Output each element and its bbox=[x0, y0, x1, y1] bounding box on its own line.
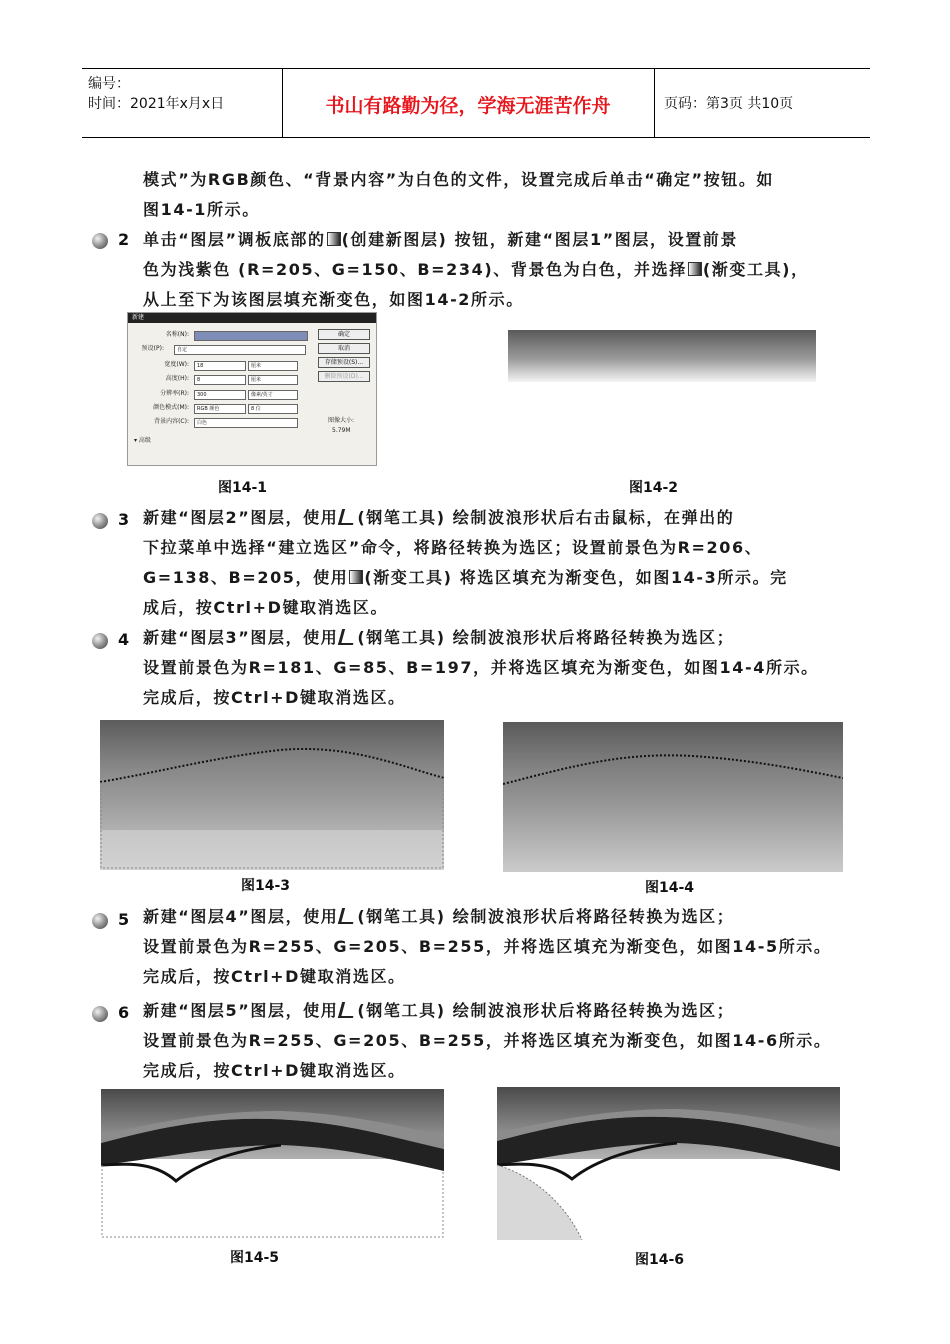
resolution-row bbox=[134, 390, 192, 398]
header-divider bbox=[654, 69, 655, 137]
step-number: 2 bbox=[118, 230, 130, 249]
bits-select[interactable]: 8 位 bbox=[248, 404, 298, 414]
gradient-tool-icon bbox=[349, 570, 363, 584]
mode-select[interactable]: RGB 颜色 bbox=[194, 404, 246, 414]
step-2-marker bbox=[92, 230, 142, 252]
name-field[interactable] bbox=[194, 331, 308, 341]
pen-tool-icon bbox=[338, 908, 357, 924]
height-input[interactable]: 8 bbox=[194, 375, 246, 385]
height-label: 高度(H): bbox=[165, 375, 189, 382]
bullet-icon bbox=[92, 633, 108, 649]
height-row bbox=[134, 375, 192, 383]
preset-label: 预设(P): bbox=[141, 345, 164, 352]
text-line: 完成后，按Ctrl+D键取消选区。 bbox=[143, 967, 406, 986]
text-span: (钢笔工具) 绘制波浪形状后将路径转换为选区； bbox=[357, 628, 735, 647]
text-line bbox=[143, 503, 858, 533]
caption-14-5: 图14-5 bbox=[230, 1250, 280, 1266]
text-line: 设置前景色为R=255、G=205、B=255，并将选区填充为渐变色，如图14-5所示。 bbox=[143, 937, 832, 956]
gradient-tool-icon bbox=[688, 262, 702, 276]
text-line: 设置前景色为R=181、G=85、B=197，并将选区填充为渐变色，如图14-4所示。 bbox=[143, 658, 819, 677]
paragraph-1 bbox=[143, 165, 858, 225]
text-span: 色为浅紫色 (R=205、G=150、B=234)、背景色为白色，并选择 bbox=[143, 260, 687, 279]
name-label: 名称(N): bbox=[165, 331, 189, 338]
step-4-text bbox=[143, 623, 858, 713]
step-6-text bbox=[143, 996, 858, 1086]
step-5-marker bbox=[92, 910, 142, 932]
width-input[interactable]: 18 bbox=[194, 361, 246, 371]
bullet-icon bbox=[92, 233, 108, 249]
step-3-marker bbox=[92, 510, 142, 532]
text-span: (创建新图层) 按钮，新建“图层1”图层，设置前景 bbox=[341, 230, 739, 249]
resolution-input[interactable]: 300 bbox=[194, 390, 246, 400]
pen-tool-icon bbox=[338, 629, 357, 645]
caption-14-6: 图14-6 bbox=[635, 1252, 685, 1268]
text-line: 从上至下为该图层填充渐变色，如图14-2所示。 bbox=[143, 290, 524, 309]
text-line: 图14-1所示。 bbox=[143, 200, 260, 219]
step-6-marker bbox=[92, 1003, 142, 1025]
text-span: 单击“图层”调板底部的 bbox=[143, 230, 326, 249]
text-line: 模式”为RGB颜色、“背景内容”为白色的文件，设置完成后单击“确定”按钮。如 bbox=[143, 170, 775, 189]
text-span: (渐变工具) 将选区填充为渐变色，如图14-3所示。完 bbox=[364, 568, 788, 587]
advanced-toggle[interactable]: 高级 bbox=[138, 437, 151, 444]
text-line bbox=[143, 563, 858, 593]
text-line bbox=[143, 623, 858, 653]
wave-figure-14-6 bbox=[497, 1087, 840, 1240]
resolution-unit-select[interactable]: 像素/英寸 bbox=[248, 390, 298, 400]
background-label: 背景内容(C): bbox=[154, 418, 189, 425]
preset-row bbox=[134, 345, 167, 353]
text-line: 完成后，按Ctrl+D键取消选区。 bbox=[143, 1061, 406, 1080]
cancel-button[interactable]: 取消 bbox=[318, 343, 370, 354]
bullet-icon bbox=[92, 913, 108, 929]
wave-figure-14-5 bbox=[101, 1089, 444, 1239]
preset-select[interactable]: 自定 bbox=[174, 345, 306, 355]
step-3-text bbox=[143, 503, 858, 623]
step-number: 4 bbox=[118, 630, 130, 649]
text-line: 成后，按Ctrl+D键取消选区。 bbox=[143, 598, 389, 617]
caption-14-3: 图14-3 bbox=[241, 878, 291, 894]
text-line bbox=[143, 255, 858, 285]
text-span: (钢笔工具) 绘制波浪形状后右击鼠标，在弹出的 bbox=[357, 508, 735, 527]
dialog-title: 新建 bbox=[128, 313, 376, 323]
text-line bbox=[143, 902, 858, 932]
text-line bbox=[143, 996, 858, 1026]
image-size-label: 图像大小: bbox=[328, 417, 355, 424]
wave-figure-14-4 bbox=[503, 722, 843, 872]
step-2-text bbox=[143, 225, 858, 315]
step-number: 6 bbox=[118, 1003, 130, 1022]
caption-14-4: 图14-4 bbox=[645, 880, 695, 896]
mode-row bbox=[134, 404, 192, 412]
mode-label: 颜色模式(M): bbox=[153, 404, 189, 411]
height-unit-select[interactable]: 厘米 bbox=[248, 375, 298, 385]
bullet-icon bbox=[92, 513, 108, 529]
text-span: 新建“图层3”图层，使用 bbox=[143, 628, 339, 647]
text-span: 新建“图层2”图层，使用 bbox=[143, 508, 339, 527]
width-unit-select[interactable]: 厘米 bbox=[248, 361, 298, 371]
text-span: G=138、B=205，使用 bbox=[143, 568, 349, 587]
text-span: 新建“图层4”图层，使用 bbox=[143, 907, 339, 926]
text-line bbox=[143, 225, 858, 255]
resolution-label: 分辨率(R): bbox=[160, 390, 189, 397]
page-header bbox=[82, 68, 870, 138]
gradient-figure bbox=[508, 330, 816, 382]
pen-tool-icon bbox=[338, 509, 357, 525]
text-span: (钢笔工具) 绘制波浪形状后将路径转换为选区； bbox=[357, 907, 735, 926]
save-preset-button[interactable]: 存储预设(S)... bbox=[318, 357, 370, 368]
date-label: 时间：2021年x月x日 bbox=[88, 96, 225, 112]
text-span: (渐变工具)， bbox=[702, 260, 809, 279]
image-size-value: 5.79M bbox=[332, 427, 351, 434]
caption-14-1: 图14-1 bbox=[218, 480, 268, 496]
step-number: 5 bbox=[118, 910, 130, 929]
bullet-icon bbox=[92, 1006, 108, 1022]
wave-figure-14-3 bbox=[100, 720, 444, 870]
ok-button[interactable]: 确定 bbox=[318, 329, 370, 340]
name-row bbox=[134, 331, 192, 339]
step-4-marker bbox=[92, 630, 142, 652]
advanced-row[interactable]: ▾ 高级 bbox=[134, 437, 151, 444]
text-line: 完成后，按Ctrl+D键取消选区。 bbox=[143, 688, 406, 707]
pen-tool-icon bbox=[338, 1002, 357, 1018]
caption-14-2: 图14-2 bbox=[629, 480, 679, 496]
text-span: 新建“图层5”图层，使用 bbox=[143, 1001, 339, 1020]
motto: 书山有路勤为径，学海无涯苦作舟 bbox=[325, 95, 611, 117]
width-label: 宽度(W): bbox=[164, 361, 189, 368]
page-number: 页码：第3页 共10页 bbox=[664, 96, 794, 112]
new-document-dialog bbox=[127, 312, 377, 466]
text-line: 下拉菜单中选择“建立选区”命令，将路径转换为选区；设置前景色为R=206、 bbox=[143, 538, 763, 557]
serial-label: 编号： bbox=[88, 76, 130, 92]
step-5-text bbox=[143, 902, 858, 992]
text-span: (钢笔工具) 绘制波浪形状后将路径转换为选区； bbox=[357, 1001, 735, 1020]
step-number: 3 bbox=[118, 510, 130, 529]
width-row bbox=[134, 361, 192, 369]
new-layer-icon bbox=[327, 232, 341, 246]
delete-preset-button[interactable]: 删除预设(D)... bbox=[318, 371, 370, 382]
background-select[interactable]: 白色 bbox=[194, 418, 298, 428]
text-line: 设置前景色为R=255、G=205、B=255，并将选区填充为渐变色，如图14-6所示。 bbox=[143, 1031, 832, 1050]
background-row bbox=[134, 418, 192, 426]
